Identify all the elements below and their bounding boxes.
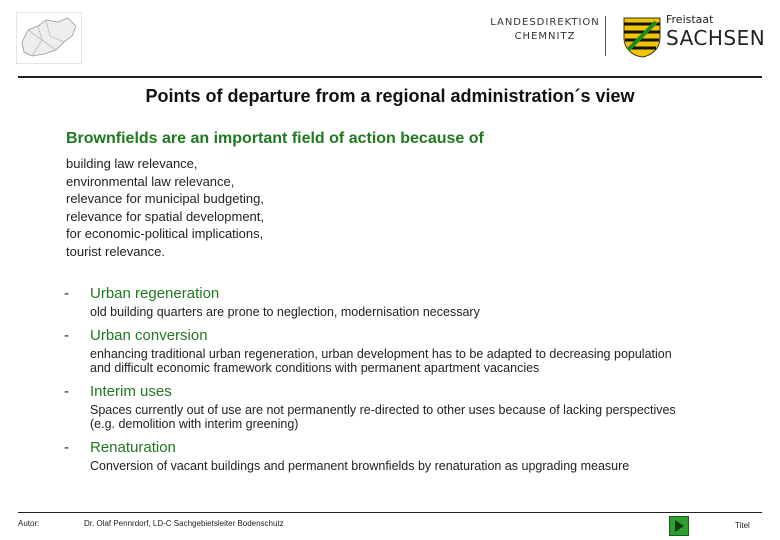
item-description [90,459,760,473]
item-description [90,403,760,431]
item-heading: Interim uses [90,383,172,400]
author-label: Autor: [18,519,40,528]
item-heading: Urban regeneration [90,285,220,302]
item-description [90,347,760,375]
agency-line1: LANDESDIREKTION [490,17,600,28]
description-line: and difficult economic framework conditions with permanent apartment vacancies [90,361,540,375]
author-name: Dr. Olaf Pennrdorf, LD-C Sachgebietsleiter Bodenschutz [84,519,284,528]
agency-line2: CHEMNITZ [514,31,576,42]
footer-divider [18,512,762,513]
description-line: Conversion of vacant buildings and permanent brownfields by renaturation as upgrading measure [90,459,630,473]
description-line: (e.g. demolition with interim greening) [90,417,299,431]
reasons-list [66,155,264,260]
description-line: enhancing traditional urban regeneration, urban development has to be adapted to decreasing population [90,347,672,361]
header-divider [18,76,762,78]
reason-item: building law relevance, [66,156,198,171]
slide-title-label: Titel [735,521,750,530]
state-logo [666,14,774,50]
item-heading: Urban conversion [90,327,208,344]
logo-separator [605,16,606,56]
item-description [90,305,760,319]
reason-item: relevance for spatial development, [66,208,265,224]
description-line: old building quarters are prone to neglection, modernisation necessary [90,305,480,319]
reason-item: for economic-political implications, [66,226,264,241]
state-line1: Freistaat [666,13,714,26]
play-next-icon[interactable] [669,516,689,536]
reason-item: environmental law relevance, [66,173,235,189]
reason-item: relevance for municipal budgeting, [66,191,265,206]
bullet-dash: - [64,439,69,456]
section-subtitle: Brownfields are an important field of action because of [66,130,484,147]
page-title: Points of departure from a regional administration´s view [145,86,635,106]
description-line: Spaces currently out of use are not permanently re-directed to other uses because of lacking perspectives [90,403,676,417]
bullet-dash: - [64,327,69,344]
coat-of-arms-icon [622,16,662,58]
item-heading: Renaturation [90,439,176,456]
state-line2: SACHSEN [666,26,766,50]
bullet-dash: - [64,285,69,302]
reason-item: tourist relevance. [66,243,165,259]
saxony-map-icon [16,12,82,64]
agency-logo [490,16,600,44]
bullet-dash: - [64,383,69,400]
